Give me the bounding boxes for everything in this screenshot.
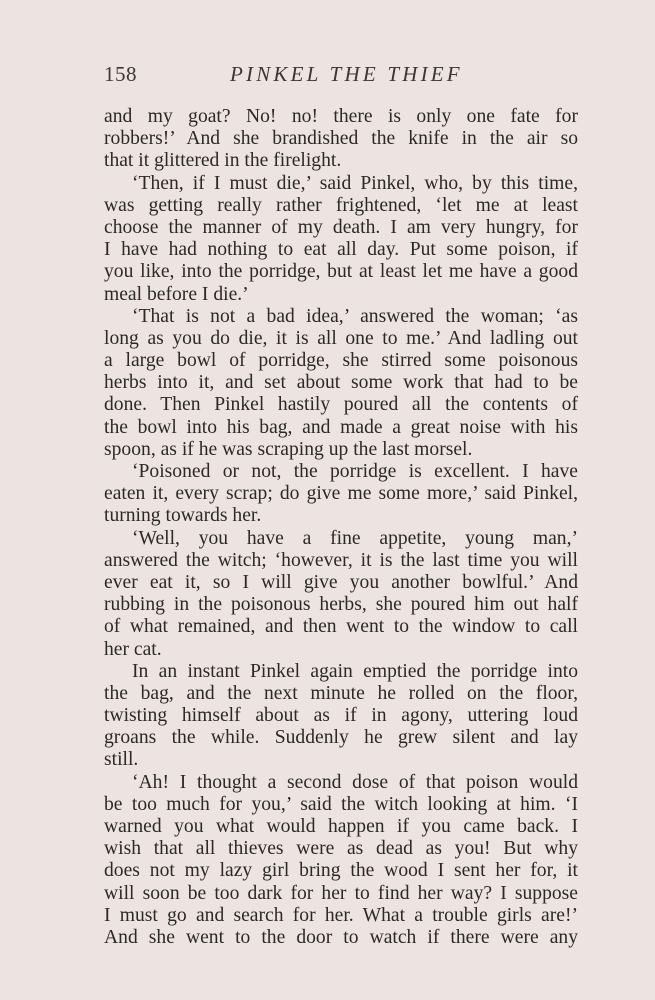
text-line: I have had nothing to eat all day. Put some poison, if	[104, 239, 578, 261]
text-line: will soon be too dark for her to find her way? I suppose	[104, 882, 578, 904]
text-line: her cat.	[104, 638, 162, 660]
text-line: ever eat it, so I will give you another bowlful.’ And	[104, 571, 578, 593]
text-line: you like, into the porridge, but at least let me have a good	[104, 261, 578, 283]
text-line: warned you what would happen if you came back. I	[104, 816, 578, 837]
text-line: spoon, as if he was scraping up the last morsel.	[104, 438, 473, 460]
text-line: and my goat? No! no! there is only one fate for	[104, 106, 578, 127]
text-line: that it glittered in the firelight.	[104, 150, 342, 172]
text-line: ‘Then, if I must die,’ said Pinkel, who, by this time,	[132, 172, 578, 194]
text-line: a large bowl of porridge, she stirred some poisonous	[104, 350, 578, 372]
running-title: PINKEL THE THIEF	[230, 62, 463, 86]
text-line: the bag, and the next minute he rolled on the floor,	[104, 682, 578, 704]
text-line: be too much for you,’ said the witch looking at him. ‘I	[104, 793, 578, 815]
text-line: the bowl into his bag, and made a great noise with his	[104, 416, 578, 438]
text-line: was getting really rather frightened, ‘let me at least	[104, 194, 578, 216]
text-line: answered the witch; ‘however, it is the last time you will	[104, 549, 578, 571]
text-line: ‘Poisoned or not, the porridge is excellent. I have	[132, 461, 578, 482]
text-line: turning towards her.	[104, 505, 262, 527]
text-line: wish that all thieves were as dead as you! But why	[104, 838, 578, 860]
text-line: choose the manner of my death. I am very hungry, for	[104, 216, 578, 238]
text-line: ‘That is not a bad idea,’ answered the woman; ‘as	[132, 305, 578, 327]
page-header	[104, 62, 578, 92]
text-line: herbs into it, and set about some work that had to be	[104, 372, 578, 394]
text-line: eaten it, every scrap; do give me some more,’ said Pinkel,	[104, 483, 578, 505]
body-text	[104, 106, 578, 949]
text-line: meal before I die.’	[104, 283, 249, 305]
text-line: of what remained, and then went to the window to call	[104, 616, 578, 638]
text-line: rubbing in the poisonous herbs, she poured him out half	[104, 594, 578, 616]
text-line: robbers!’ And she brandished the knife in the air so	[104, 128, 578, 150]
text-line: And she went to the door to watch if there were any	[104, 926, 578, 948]
text-line: twisting himself about as if in agony, uttering loud	[104, 705, 578, 727]
text-line: ‘Ah! I thought a second dose of that poison would	[132, 771, 578, 793]
text-line: In an instant Pinkel again emptied the porridge into	[132, 660, 578, 682]
text-line: done. Then Pinkel hastily poured all the contents of	[104, 394, 578, 416]
text-line: I must go and search for her. What a trouble girls are!’	[104, 904, 578, 926]
text-line: ‘Well, you have a fine appetite, young man,’	[132, 527, 578, 549]
text-line: long as you do die, it is all one to me.’ And ladling out	[104, 327, 578, 349]
text-line: does not my lazy girl bring the wood I sent her for, it	[104, 860, 578, 882]
text-line: groans the while. Suddenly he grew silent and lay	[104, 727, 578, 749]
page-number: 158	[104, 62, 137, 86]
text-line: still.	[104, 749, 139, 771]
